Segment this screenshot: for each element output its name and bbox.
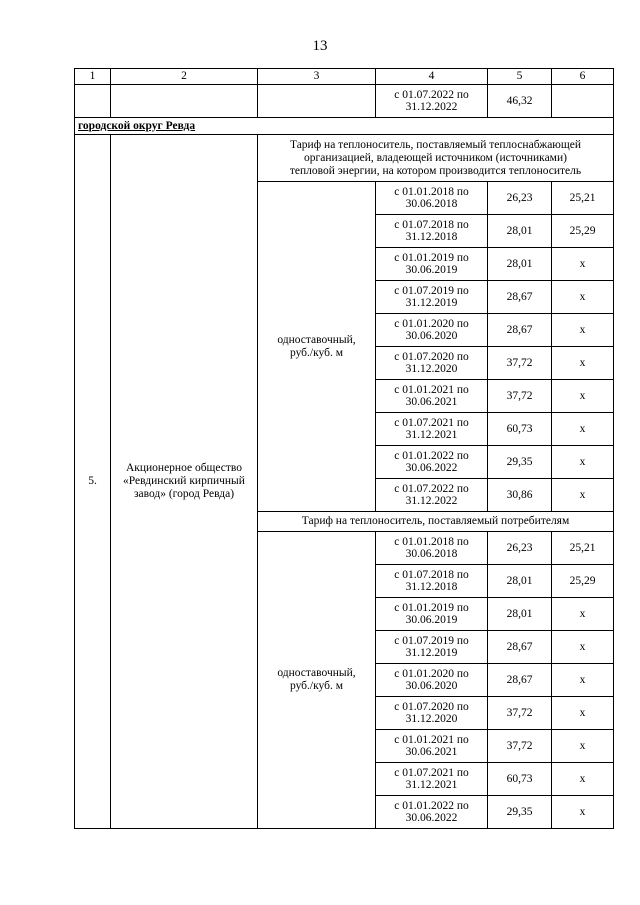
cell-text: х <box>579 640 586 653</box>
cell-line: с 01.01.2020 по <box>394 667 469 680</box>
period-cell <box>376 380 488 413</box>
cell-line: с 01.01.2019 по <box>394 601 469 614</box>
cell-line: 31.12.2022 <box>405 495 458 507</box>
cell-line: руб./куб. м <box>289 680 344 692</box>
cell-text: х <box>579 290 586 303</box>
cell-text: х <box>579 706 586 719</box>
cell-text: 28,01 <box>506 607 533 620</box>
value2-cell <box>552 281 614 314</box>
value2-cell <box>552 697 614 730</box>
cell-text: 5 <box>516 70 523 82</box>
cell-line: 30.06.2021 <box>405 396 458 408</box>
column-number <box>111 69 258 85</box>
period-cell <box>376 347 488 380</box>
value2-cell <box>552 182 614 215</box>
cell-line: 31.12.2018 <box>405 231 458 243</box>
cell-line: с 01.01.2022 по <box>394 449 469 462</box>
cell-text: 25,21 <box>569 191 596 204</box>
value2-cell <box>552 347 614 380</box>
cell-text: 30,86 <box>506 488 533 501</box>
value2-cell <box>552 413 614 446</box>
cell-line: с 01.07.2021 по <box>394 766 469 779</box>
table-row <box>75 85 614 118</box>
entry-number <box>75 135 111 829</box>
cell-text: 28,01 <box>506 574 533 587</box>
value2-cell <box>552 631 614 664</box>
cell-line: 30.06.2019 <box>405 614 458 626</box>
period-cell <box>376 215 488 248</box>
cell-line: с 01.07.2019 по <box>394 284 469 297</box>
cell-text: х <box>579 772 586 785</box>
value2-cell <box>552 479 614 512</box>
value-cell <box>488 85 552 118</box>
value2-cell <box>552 85 614 118</box>
period-cell <box>376 532 488 565</box>
cell-line: руб./куб. м <box>289 346 344 359</box>
value-cell <box>488 215 552 248</box>
value-cell <box>488 697 552 730</box>
cell-line: с 01.07.2019 по <box>394 634 469 647</box>
cell-line: тепловой энергии, на котором производится теплоноситель <box>289 164 582 177</box>
value-cell <box>488 314 552 347</box>
period-cell <box>376 314 488 347</box>
cell-text: 37,72 <box>506 706 533 719</box>
value-cell <box>488 347 552 380</box>
cell-line: с 01.07.2020 по <box>394 350 469 363</box>
value-cell <box>488 763 552 796</box>
cell-line: с 01.01.2020 по <box>394 317 469 330</box>
cell-line: 30.06.2020 <box>405 330 458 342</box>
cell-text: х <box>579 488 586 501</box>
cell-line: 30.06.2021 <box>405 746 458 758</box>
period-cell <box>376 413 488 446</box>
value2-cell <box>552 215 614 248</box>
column-number <box>258 69 376 85</box>
section-row <box>75 118 614 135</box>
period-cell <box>376 730 488 763</box>
cell-text: 25,21 <box>569 541 596 554</box>
cell-line: с 01.01.2018 по <box>394 535 469 548</box>
value-cell <box>488 413 552 446</box>
cell-text: 25,29 <box>569 224 596 237</box>
value-cell <box>488 631 552 664</box>
period-cell <box>376 248 488 281</box>
cell-line: с 01.07.2020 по <box>394 700 469 713</box>
cell-line: 30.06.2018 <box>405 198 458 210</box>
cell-line: «Ревдинский кирпичный <box>123 475 245 487</box>
cell-text: 3 <box>313 70 320 82</box>
tariff-title <box>258 135 614 182</box>
cell-text: х <box>579 356 586 369</box>
period-cell <box>376 281 488 314</box>
page-number: 13 <box>312 38 328 54</box>
cell-line: 31.12.2020 <box>405 713 458 725</box>
value-cell <box>488 796 552 829</box>
cell-text: 60,73 <box>506 772 533 785</box>
value-cell <box>488 532 552 565</box>
organization-cell <box>111 85 258 118</box>
column-number <box>488 69 552 85</box>
tariff-table-body <box>75 69 614 829</box>
cell-text: 60,73 <box>506 422 533 435</box>
value-cell <box>488 281 552 314</box>
value-cell <box>488 664 552 697</box>
cell-line: с 01.07.2022 по <box>394 88 469 101</box>
value2-cell <box>552 314 614 347</box>
value2-cell <box>552 730 614 763</box>
tariff-title-row <box>75 135 614 182</box>
period-cell <box>376 479 488 512</box>
unit-cell <box>258 532 376 829</box>
cell-text: 37,72 <box>506 389 533 402</box>
cell-text: х <box>579 422 586 435</box>
cell-line: с 01.07.2018 по <box>394 568 469 581</box>
cell-line: 31.12.2021 <box>405 429 458 441</box>
cell-line: Тариф на теплоноситель, поставляемый потребителям <box>301 515 570 527</box>
value2-cell <box>552 598 614 631</box>
cell-text: 46,32 <box>506 94 533 107</box>
period-cell <box>376 446 488 479</box>
cell-line: с 01.01.2019 по <box>394 251 469 264</box>
cell-text: 5. <box>88 475 97 487</box>
cell-line: 31.12.2021 <box>405 779 458 791</box>
cell-text: 37,72 <box>506 739 533 752</box>
cell-text: 37,72 <box>506 356 533 369</box>
cell-line: с 01.01.2021 по <box>394 383 469 396</box>
cell-text: х <box>579 805 586 818</box>
cell-text: 25,29 <box>569 574 596 587</box>
value-cell <box>488 730 552 763</box>
value-cell <box>488 479 552 512</box>
cell-text: 28,67 <box>506 673 533 686</box>
cell-text: 29,35 <box>506 805 533 818</box>
period-cell <box>376 85 488 118</box>
value-cell <box>488 182 552 215</box>
cell-line: Акционерное общество <box>125 462 243 474</box>
column-number <box>552 69 614 85</box>
value2-cell <box>552 248 614 281</box>
period-cell <box>376 697 488 730</box>
value2-cell <box>552 796 614 829</box>
cell-line: завод» (город Ревда) <box>133 488 235 500</box>
cell-line: одноставочный, <box>277 333 356 346</box>
cell-line: 31.12.2022 <box>405 101 458 113</box>
value2-cell <box>552 380 614 413</box>
period-cell <box>376 763 488 796</box>
cell-line: одноставочный, <box>277 667 356 679</box>
cell-text: 2 <box>181 70 187 82</box>
cell-line: 30.06.2022 <box>405 462 458 474</box>
period-cell <box>376 565 488 598</box>
period-cell <box>376 598 488 631</box>
section-title <box>75 118 614 135</box>
cell-text: 28,67 <box>506 640 533 653</box>
cell-line: с 01.07.2018 по <box>394 218 469 231</box>
cell-line: организацией, владеющей источником (источниками) <box>304 151 567 164</box>
tariff-title <box>258 512 614 532</box>
cell-text: х <box>579 739 586 752</box>
value-cell <box>488 598 552 631</box>
cell-text: 29,35 <box>506 455 533 468</box>
cell-line: 30.06.2020 <box>405 680 458 692</box>
organization-name <box>111 135 258 829</box>
cell-line: с 01.07.2021 по <box>394 416 469 429</box>
cell-text: х <box>579 257 586 270</box>
value-cell <box>488 565 552 598</box>
tariff-table <box>74 68 614 829</box>
column-number <box>376 69 488 85</box>
period-cell <box>376 182 488 215</box>
cell-text: 26,23 <box>506 541 533 554</box>
column-number <box>75 69 111 85</box>
value2-cell <box>552 763 614 796</box>
unit-cell <box>258 182 376 512</box>
cell-text: х <box>579 607 586 620</box>
cell-line: с 01.01.2022 по <box>394 799 469 812</box>
period-cell <box>376 631 488 664</box>
period-cell <box>376 796 488 829</box>
cell-line: 31.12.2018 <box>405 581 458 593</box>
cell-line: 30.06.2019 <box>405 264 458 276</box>
value-cell <box>488 248 552 281</box>
cell-line: Тариф на теплоноситель, поставляемый теплоснабжающей <box>289 138 582 151</box>
cell-text: городской округ Ревда <box>78 119 196 132</box>
cell-text: 28,01 <box>506 224 533 237</box>
cell-line: 31.12.2020 <box>405 363 458 375</box>
cell-line: с 01.01.2018 по <box>394 185 469 198</box>
cell-text: 28,67 <box>506 323 533 336</box>
cell-text: х <box>579 673 586 686</box>
period-cell <box>376 664 488 697</box>
unit-cell <box>258 85 376 118</box>
cell-text: 6 <box>579 70 586 82</box>
cell-text: 1 <box>89 70 96 82</box>
cell-line: 30.06.2018 <box>405 548 458 560</box>
value2-cell <box>552 565 614 598</box>
cell-text: х <box>579 389 586 402</box>
cell-text: 28,01 <box>506 257 533 270</box>
cell-line: 31.12.2019 <box>405 297 458 309</box>
cell-text: х <box>579 455 586 468</box>
number-cell <box>75 85 111 118</box>
cell-text: 28,67 <box>506 290 533 303</box>
cell-line: с 01.01.2021 по <box>394 733 469 746</box>
value2-cell <box>552 532 614 565</box>
value-cell <box>488 380 552 413</box>
cell-line: 30.06.2022 <box>405 812 458 824</box>
cell-text: х <box>579 323 586 336</box>
value2-cell <box>552 664 614 697</box>
cell-text: 4 <box>428 70 435 82</box>
column-number-row <box>75 69 614 85</box>
value-cell <box>488 446 552 479</box>
cell-text: 26,23 <box>506 191 533 204</box>
value2-cell <box>552 446 614 479</box>
cell-line: 31.12.2019 <box>405 647 458 659</box>
cell-line: с 01.07.2022 по <box>394 482 469 495</box>
